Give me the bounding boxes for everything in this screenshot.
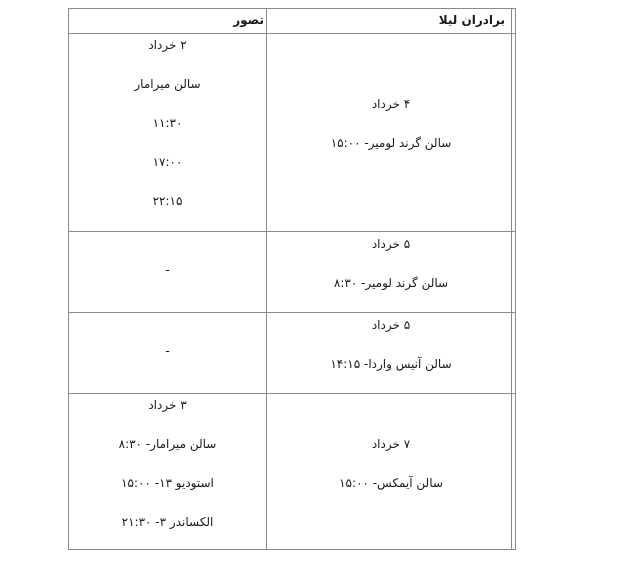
table-row	[69, 232, 515, 313]
table-header-row	[69, 9, 515, 34]
cell-line: استودیو ۱۳- ۱۵:۰۰	[121, 476, 214, 490]
column-header-tasavor: تصور	[233, 13, 264, 27]
header-cell-left	[69, 9, 266, 33]
table-row	[69, 313, 515, 394]
cell-line: سالن آیمکس- ۱۵:۰۰	[339, 476, 443, 490]
table-row	[69, 394, 515, 549]
table-cell-left	[69, 34, 266, 231]
table-outer-rule	[511, 8, 512, 550]
cell-line: ۷ خرداد	[371, 437, 411, 451]
column-header-baradaran-leila: برادران لیلا	[438, 13, 505, 27]
cell-line: سالن آنیس واردا- ۱۴:۱۵	[330, 357, 452, 371]
cell-line: ۳ خرداد	[148, 398, 187, 412]
cell-line: سالن میرامار- ۸:۳۰	[118, 437, 217, 451]
header-cell-right	[266, 9, 515, 33]
schedule-table	[68, 8, 516, 550]
table-cell-left	[69, 232, 266, 312]
cell-line: سالن گرند لومیر- ۱۵:۰۰	[330, 136, 452, 150]
table-cell-right	[266, 34, 515, 231]
table-row	[69, 34, 515, 232]
cell-line: سالن گرند لومیر- ۸:۳۰	[333, 276, 449, 290]
table-cell-left	[69, 394, 266, 549]
cell-line: -	[165, 263, 170, 277]
cell-line: ۵ خرداد	[371, 318, 411, 332]
cell-line: ۴ خرداد	[371, 97, 411, 111]
cell-line: ۵ خرداد	[371, 237, 411, 251]
cell-line: ۱۷:۰۰	[152, 155, 183, 169]
table-cell-right	[266, 313, 515, 393]
cell-line: ۲ خرداد	[148, 38, 187, 52]
cell-line: -	[165, 344, 170, 358]
cell-line: ۲۲:۱۵	[152, 194, 183, 208]
table-cell-right	[266, 394, 515, 549]
table-cell-left	[69, 313, 266, 393]
cell-line: سالن میرامار	[134, 77, 201, 91]
cell-line: ۱۱:۳۰	[152, 116, 183, 130]
table-cell-right	[266, 232, 515, 312]
cell-line: الکساندر ۳- ۲۱:۳۰	[121, 515, 214, 529]
